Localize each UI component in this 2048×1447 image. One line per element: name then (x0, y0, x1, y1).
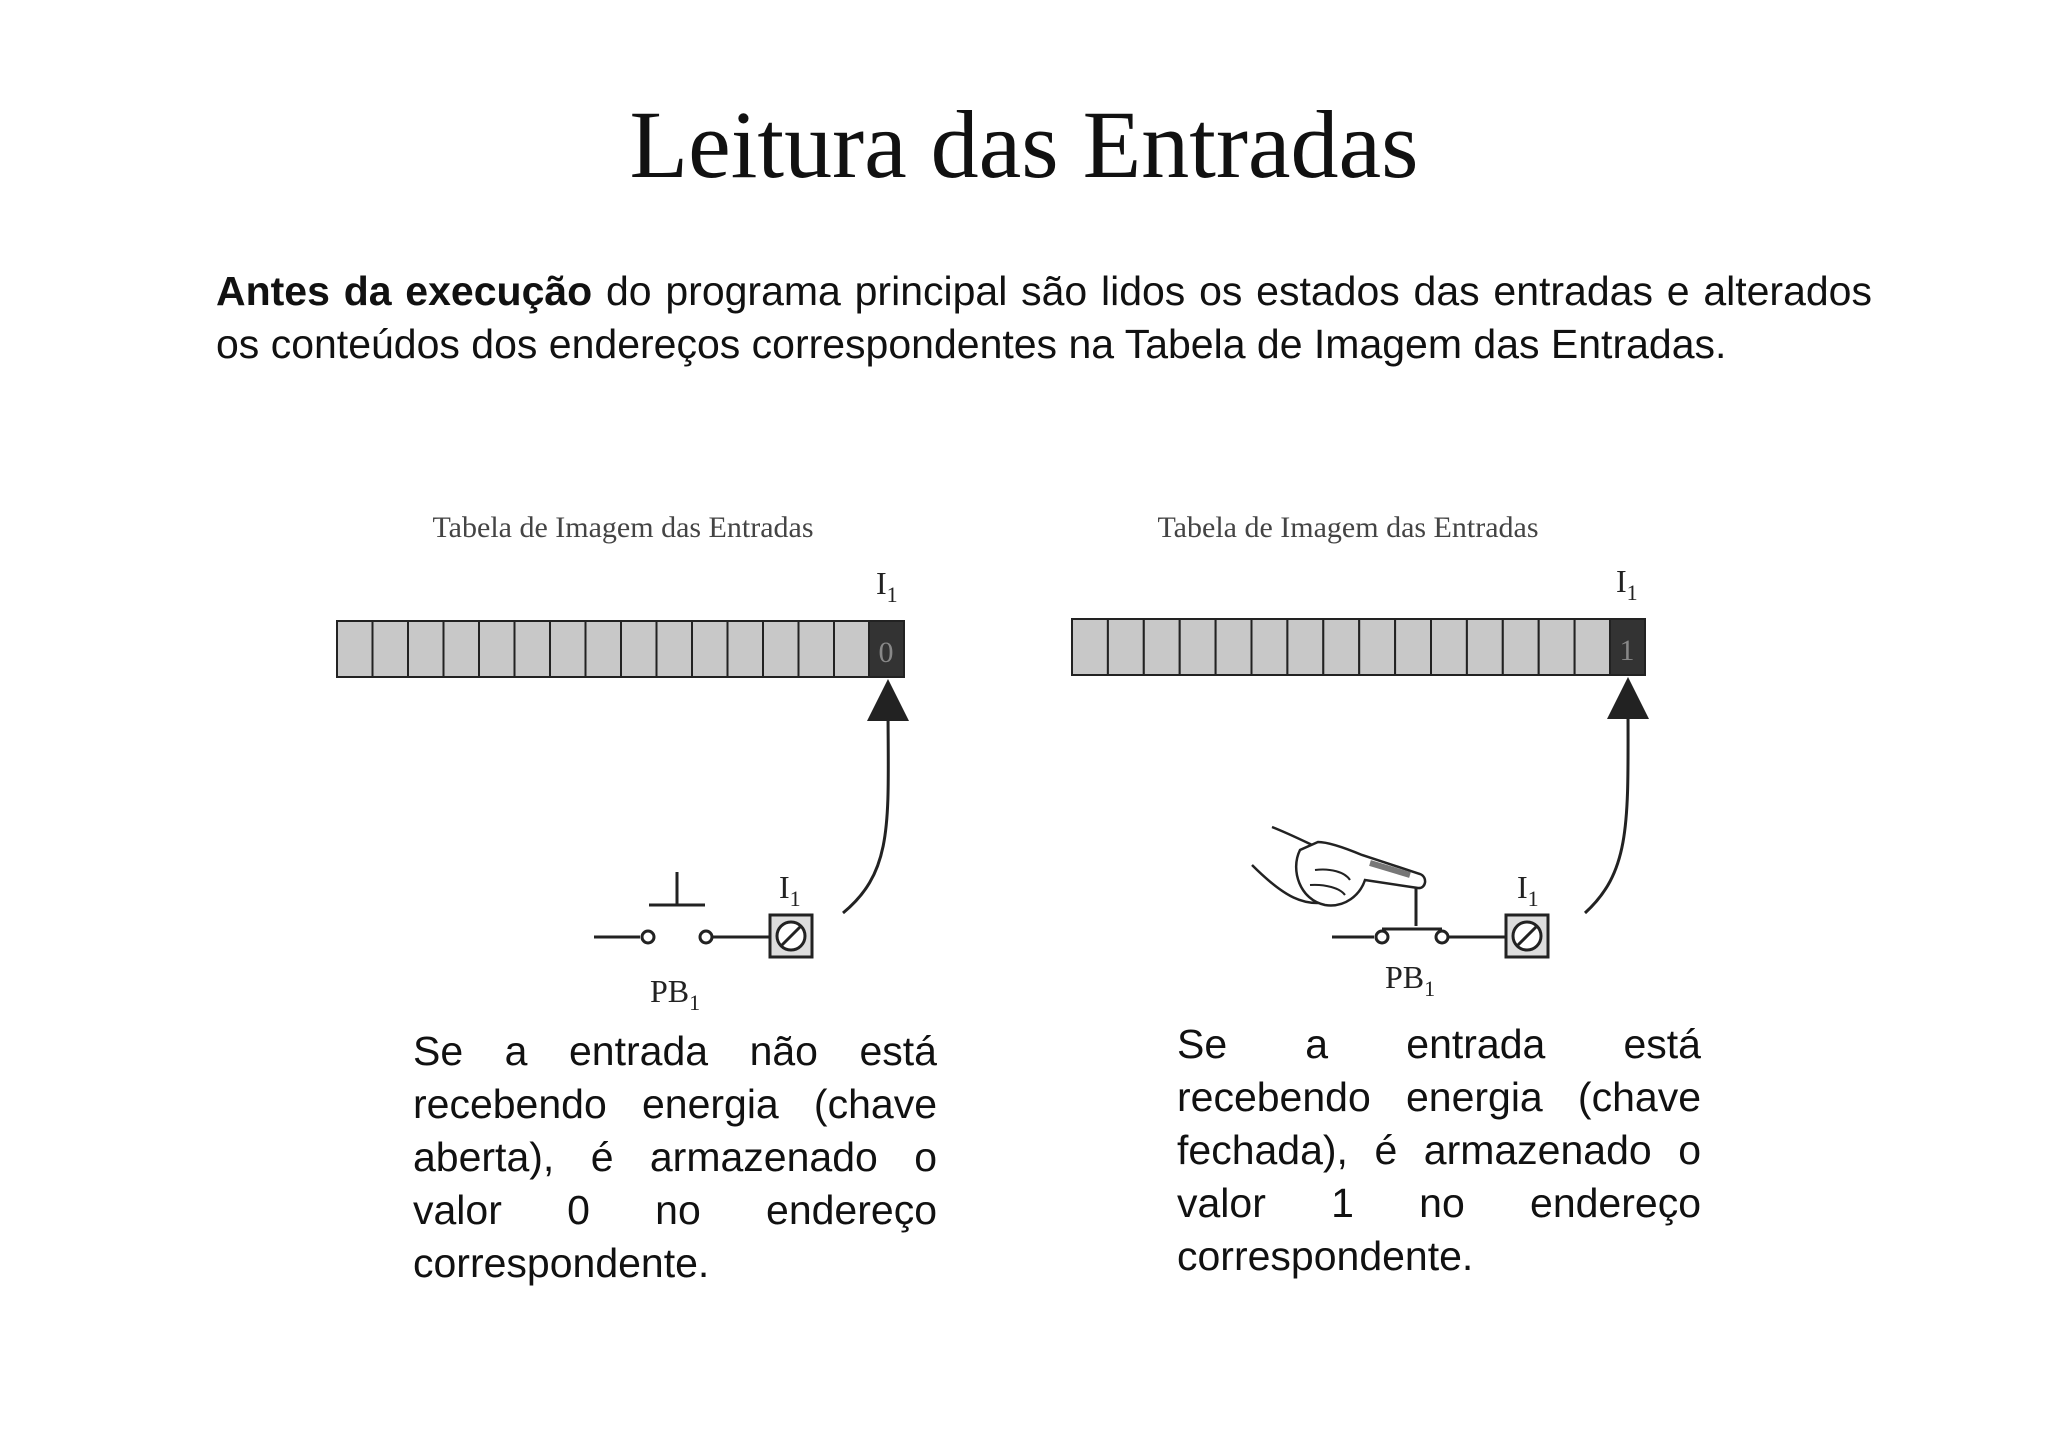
caption-closed-switch: Se a entrada está recebendo energia (chave fechada), é armazenado o valor 1 no endereço correspondente. (1177, 1021, 1701, 1279)
table-cell (799, 621, 835, 677)
table-cell (657, 621, 693, 677)
input-terminal-left (770, 915, 812, 957)
stored-value-left: 0 (878, 636, 894, 669)
table-cell (479, 621, 515, 677)
panel-open-switch (337, 511, 904, 1015)
table-cell (1216, 619, 1252, 675)
terminal-label-left: $I_1$ (779, 869, 801, 911)
switch-label-left: $PB_1$ (650, 973, 701, 1015)
table-cell (408, 621, 444, 677)
input-terminal-right (1506, 915, 1548, 957)
table-cell (1108, 619, 1144, 675)
table-cell (1431, 619, 1467, 675)
terminal-label-right: $I_1$ (1517, 869, 1539, 911)
table-cell (692, 621, 728, 677)
table-cell (763, 621, 799, 677)
table-cell (1395, 619, 1431, 675)
table-cell (1180, 619, 1216, 675)
stored-value-right: 1 (1619, 634, 1635, 667)
signal-arrow-left (843, 700, 888, 913)
table-label-left: Tabela de Imagem das Entradas (432, 511, 814, 544)
table-label-right: Tabela de Imagem das Entradas (1157, 511, 1539, 544)
intro-text: do programa principal são lidos os estados das entradas e alterados os conteúdos dos endereços correspondentes na Tabela de Imagem das Entradas. (216, 268, 1872, 367)
table-cell (1467, 619, 1503, 675)
switch-label-right: $PB_1$ (1385, 959, 1436, 1001)
table-cell (373, 621, 409, 677)
table-cell (550, 621, 586, 677)
address-label-left: $I_1$ (876, 565, 898, 607)
table-cell (1144, 619, 1180, 675)
table-cell (1359, 619, 1395, 675)
table-cell (728, 621, 764, 677)
intro-bold: Antes da execução (216, 268, 593, 314)
table-cell (515, 621, 551, 677)
image-table-right (1072, 619, 1645, 675)
table-cell (1072, 619, 1108, 675)
table-cell (337, 621, 373, 677)
table-cell (586, 621, 622, 677)
hand-icon (1252, 827, 1425, 905)
address-label-right: $I_1$ (1616, 563, 1638, 605)
table-cell (1287, 619, 1323, 675)
table-cell (444, 621, 480, 677)
table-cell (1503, 619, 1539, 675)
image-table-left (337, 621, 904, 677)
table-cell (621, 621, 657, 677)
panel-closed-switch (1072, 511, 1645, 1001)
table-cell (834, 621, 870, 677)
table-cell (1539, 619, 1575, 675)
open-pushbutton (594, 872, 770, 943)
page-title: Leitura das Entradas (629, 91, 1419, 198)
table-cell (1252, 619, 1288, 675)
caption-open-switch: Se a entrada não está recebendo energia (chave aberta), é armazenado o valor 0 no endereço correspondente. (413, 1028, 937, 1286)
table-cell (1575, 619, 1611, 675)
signal-arrow-right (1585, 698, 1628, 913)
table-cell (1323, 619, 1359, 675)
